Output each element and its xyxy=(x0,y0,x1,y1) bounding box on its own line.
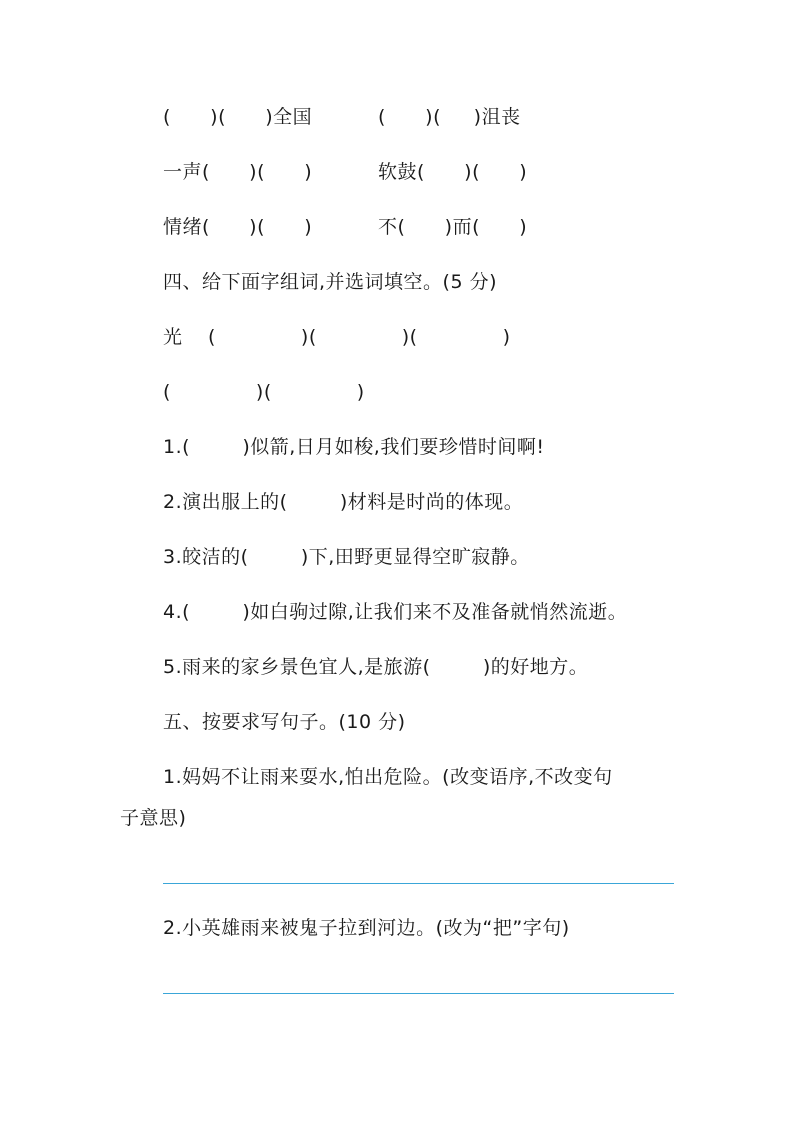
answer-line-2[interactable] xyxy=(163,993,674,994)
row-2-left: 一声( )( ) xyxy=(163,161,313,183)
question-1-line-2: 子意思) xyxy=(120,807,187,829)
blanks-row-1: ( )( )( ) xyxy=(208,326,511,348)
blanks-row-2: ( )( ) xyxy=(163,381,365,403)
fill-item-2: 2.演出服上的( )材料是时尚的体现。 xyxy=(163,491,524,513)
row-3-right: 不( )而( ) xyxy=(378,216,528,238)
fill-item-1: 1.( )似箭,日月如梭,我们要珍惜时间啊! xyxy=(163,436,545,458)
fill-item-3: 3.皎洁的( )下,田野更显得空旷寂静。 xyxy=(163,546,530,568)
fill-item-5: 5.雨来的家乡景色宜人,是旅游( )的好地方。 xyxy=(163,656,589,678)
section-4-heading: 四、给下面字组词,并选词填空。(5 分) xyxy=(163,271,497,293)
answer-line-1[interactable] xyxy=(163,883,674,884)
fill-item-4: 4.( )如白驹过隙,让我们来不及准备就悄然流逝。 xyxy=(163,601,628,623)
question-1-line-1: 1.妈妈不让雨来耍水,怕出危险。(改变语序,不改变句 xyxy=(163,766,613,788)
row-1-left: ( )( )全国 xyxy=(163,106,313,128)
row-2-right: 软鼓( )( ) xyxy=(378,161,528,183)
question-2: 2.小英雄雨来被鬼子拉到河边。(改为“把”字句) xyxy=(163,917,570,939)
row-1-right: ( )( )沮丧 xyxy=(378,106,521,128)
char-guang: 光 xyxy=(163,326,183,348)
row-3-left: 情绪( )( ) xyxy=(163,216,313,238)
section-5-heading: 五、按要求写句子。(10 分) xyxy=(163,711,406,733)
